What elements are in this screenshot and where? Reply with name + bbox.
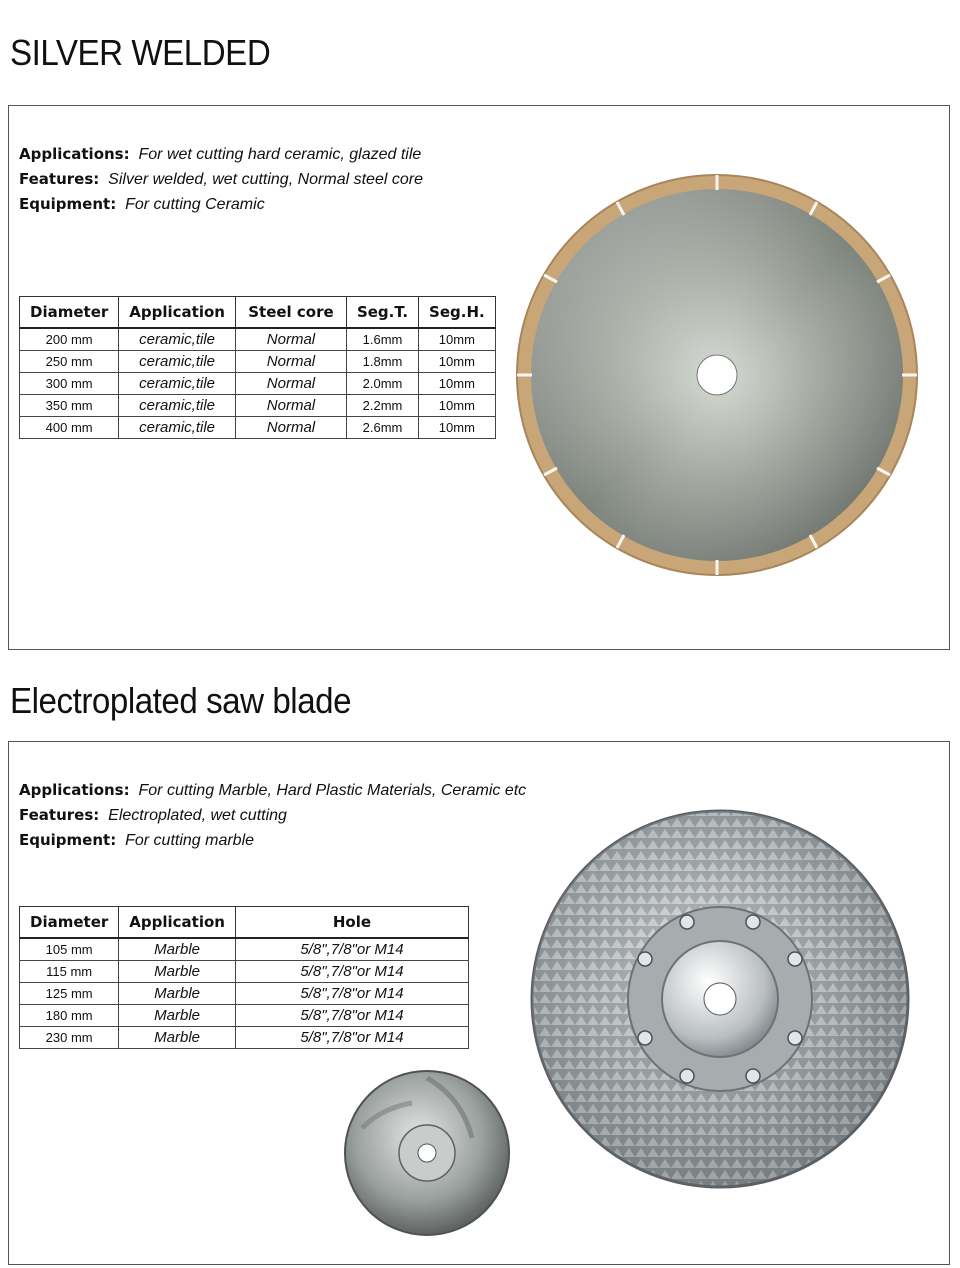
seg-h-cell: 10mm — [419, 351, 496, 373]
steel-core-cell: Normal — [235, 373, 346, 395]
application-cell: Marble — [119, 961, 236, 983]
diameter-cell: 250 mm — [20, 351, 119, 373]
column-header-seg-h: Seg.H. — [419, 297, 496, 329]
table-row — [20, 395, 496, 417]
diameter-cell: 125 mm — [20, 983, 119, 1005]
seg-t-cell: 2.2mm — [346, 395, 418, 417]
electroplated-blade-large-image — [527, 806, 913, 1192]
electroplated-title: Electroplated saw blade — [10, 680, 352, 721]
hole-cell: 5/8",7/8"or M14 — [235, 961, 468, 983]
diameter-cell: 400 mm — [20, 417, 119, 439]
hole-cell: 5/8",7/8"or M14 — [235, 1005, 468, 1027]
table-row — [20, 417, 496, 439]
application-cell: ceramic,tile — [119, 395, 236, 417]
application-cell: Marble — [119, 1027, 236, 1049]
seg-t-cell: 1.8mm — [346, 351, 418, 373]
column-header-diameter: Diameter — [20, 297, 119, 329]
hole-cell: 5/8",7/8"or M14 — [235, 1027, 468, 1049]
silver-welded-blade-image — [512, 170, 922, 580]
steel-core-cell: Normal — [235, 395, 346, 417]
electro-spec-list: Applications: For cutting Marble, Hard Plastic Materials, Ceramic etc Features: Electroplated, wet cutting Equipment: For cutting marble — [19, 781, 527, 849]
table-row — [20, 983, 469, 1005]
equipment-value: For cutting Ceramic — [125, 196, 265, 213]
silver-spec-table — [19, 296, 496, 439]
seg-t-cell: 2.6mm — [346, 417, 418, 439]
silver-welded-title: SILVER WELDED — [10, 32, 271, 73]
features-label: Features: — [19, 170, 100, 188]
column-header-application: Application — [119, 907, 236, 939]
seg-h-cell: 10mm — [419, 417, 496, 439]
features-label: Features: — [19, 806, 100, 824]
table-row — [20, 1027, 469, 1049]
seg-t-cell: 1.6mm — [346, 328, 418, 351]
hole-cell: 5/8",7/8"or M14 — [235, 983, 468, 1005]
table-row — [20, 938, 469, 961]
hole-cell: 5/8",7/8"or M14 — [235, 938, 468, 961]
table-header-row — [20, 297, 496, 329]
silver-welded-panel — [8, 105, 950, 650]
applications-value: For cutting Marble, Hard Plastic Materials, Ceramic etc — [138, 782, 527, 799]
equipment-label: Equipment: — [19, 831, 117, 849]
diameter-cell: 230 mm — [20, 1027, 119, 1049]
column-header-diameter: Diameter — [20, 907, 119, 939]
table-row — [20, 961, 469, 983]
applications-label: Applications — [19, 145, 124, 163]
silver-spec-list: Applications: For wet cutting hard ceramic, glazed tile Features: Silver welded, wet cutting, Normal steel core Equipment: For cutting Ceramic — [19, 145, 423, 213]
application-cell: Marble — [119, 938, 236, 961]
steel-core-cell: Normal — [235, 351, 346, 373]
column-header-steel-core: Steel core — [235, 297, 346, 329]
table-row — [20, 328, 496, 351]
seg-h-cell: 10mm — [419, 395, 496, 417]
column-header-seg-t: Seg.T. — [346, 297, 418, 329]
electroplated-panel — [8, 741, 950, 1265]
table-row — [20, 373, 496, 395]
application-cell: ceramic,tile — [119, 373, 236, 395]
diameter-cell: 300 mm — [20, 373, 119, 395]
diameter-cell: 200 mm — [20, 328, 119, 351]
table-row — [20, 351, 496, 373]
application-cell: Marble — [119, 1005, 236, 1027]
column-header-application: Application — [119, 297, 236, 329]
application-cell: ceramic,tile — [119, 417, 236, 439]
seg-t-cell: 2.0mm — [346, 373, 418, 395]
diameter-cell: 105 mm — [20, 938, 119, 961]
equipment-label: Equipment: — [19, 195, 117, 213]
features-value: Electroplated, wet cutting — [108, 807, 287, 824]
applications-value: For wet cutting hard ceramic, glazed tile — [138, 146, 422, 163]
features-value: Silver welded, wet cutting, Normal steel core — [108, 171, 423, 188]
diameter-cell: 180 mm — [20, 1005, 119, 1027]
electro-spec-table — [19, 906, 469, 1049]
application-cell: ceramic,tile — [119, 328, 236, 351]
diameter-cell: 350 mm — [20, 395, 119, 417]
application-cell: ceramic,tile — [119, 351, 236, 373]
table-row — [20, 1005, 469, 1027]
steel-core-cell: Normal — [235, 328, 346, 351]
seg-h-cell: 10mm — [419, 328, 496, 351]
diameter-cell: 115 mm — [20, 961, 119, 983]
applications-label: Applications — [19, 781, 124, 799]
table-header-row — [20, 907, 469, 939]
electroplated-blade-small-image — [342, 1068, 512, 1238]
equipment-value: For cutting marble — [125, 832, 255, 849]
steel-core-cell: Normal — [235, 417, 346, 439]
column-header-hole: Hole — [235, 907, 468, 939]
application-cell: Marble — [119, 983, 236, 1005]
seg-h-cell: 10mm — [419, 373, 496, 395]
